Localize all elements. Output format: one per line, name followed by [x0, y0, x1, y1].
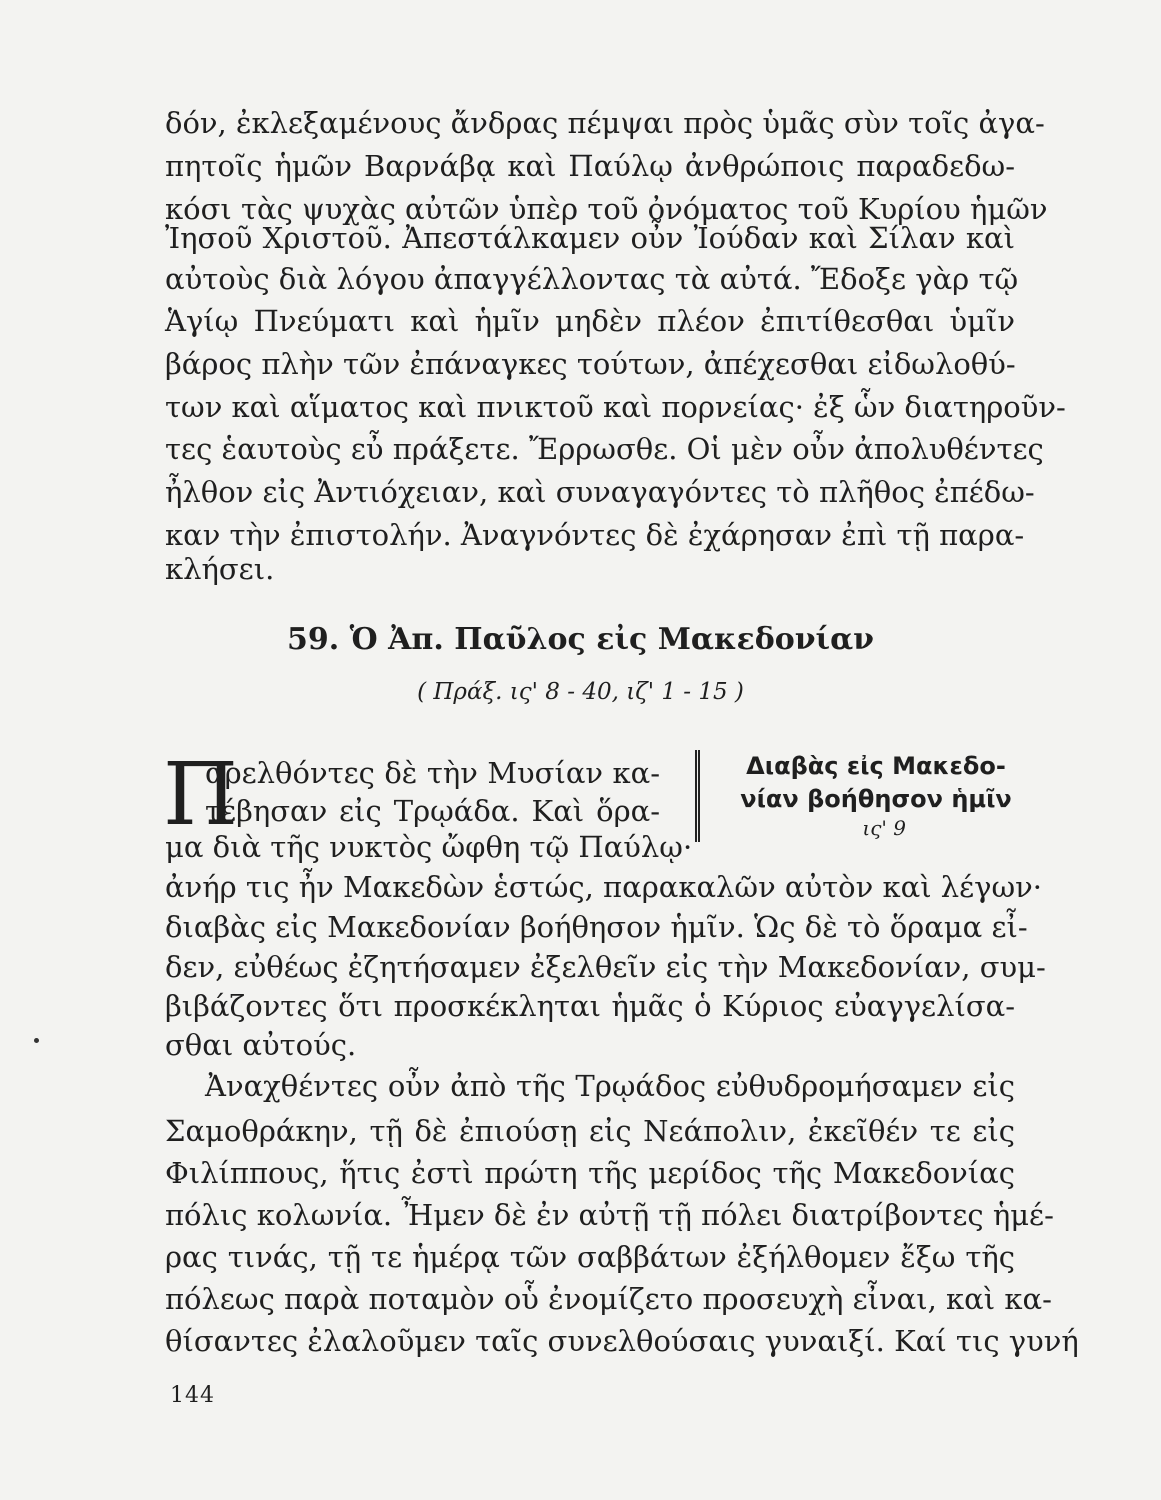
text-line: σθαι αὐτούς. [165, 1028, 357, 1062]
text-line: δόν, ἐκλεξαμένους ἄνδρας πέμψαι πρὸς ὑμᾶς σὺν τοῖς ἀγα- [165, 106, 1045, 140]
text-line: κόσι τὰς ψυχὰς αὐτῶν ὑπὲρ τοῦ ὀνόματος τοῦ Κυρίου ἡμῶν [165, 192, 1048, 226]
text-line: πόλις κολωνία. Ἦμεν δὲ ἐν αὐτῇ τῇ πόλει διατρίβοντες ἡμέ- [165, 1198, 1054, 1232]
text-line: Ἁγίῳ Πνεύματι καὶ ἡμῖν μηδὲν πλέον ἐπιτίθεσθαι ὑμῖν [165, 304, 1015, 338]
section-reference: ( Πράξ. ις' 8 - 40, ιζ' 1 - 15 ) [417, 679, 744, 705]
text-line: Ἰησοῦ Χριστοῦ. Ἀπεστάλκαμεν οὖν Ἰούδαν καὶ Σίλαν καὶ [165, 221, 1015, 255]
text-line: βάρος πλὴν τῶν ἐπάναγκες τούτων, ἀπέχεσθαι εἰδωλοθύ- [165, 347, 1016, 381]
text-line: κλήσει. [165, 552, 275, 586]
text-line: αὐτοὺς διὰ λόγου ἀπαγγέλλοντας τὰ αὐτά. Ἔδοξε γὰρ τῷ [165, 262, 1019, 296]
text-line: ἦλθον εἰς Ἀντιόχειαν, καὶ συναγαγόντες τὸ πλῆθος ἐπέδω- [165, 475, 1035, 509]
text-line: πητοῖς ἡμῶν Βαρνάβᾳ καὶ Παύλῳ ἀνθρώποις παραδεδω- [165, 149, 1015, 183]
text-line: Ἀναχθέντες οὖν ἀπὸ τῆς Τρῳάδος εὐθυδρομήσαμεν εἰς [205, 1069, 1015, 1103]
text-line: τες ἑαυτοὺς εὖ πράξετε. Ἔρρωσθε. Οἱ μὲν οὖν ἀπολυθέντες [165, 432, 1044, 466]
margin-note [695, 750, 1036, 842]
text-line: διαβὰς εἰς Μακεδονίαν βοήθησον ἡμῖν. Ὡς δὲ τὸ ὅραμα εἶ- [165, 910, 1028, 944]
margin-note-line: νίαν βοήθησον ἡμῖν [740, 785, 1012, 813]
text-line: Σαμοθράκην, τῇ δὲ ἐπιούσῃ εἰς Νεάπολιν, ἐκεῖθέν τε εἰς [165, 1114, 1015, 1148]
text-line: ἀνήρ τις ἦν Μακεδὼν ἑστώς, παρακαλῶν αὐτὸν καὶ λέγων· [165, 870, 1043, 904]
page-number: 144 [170, 1383, 215, 1408]
section-title: 59. Ὁ Ἀπ. Παῦλος εἰς Μακεδονίαν [287, 622, 874, 657]
text-line: Φιλίππους, ἥτις ἐστὶ πρώτη τῆς μερίδος τῆς Μακεδονίας [165, 1156, 1015, 1190]
margin-note-reference: ις' 9 [862, 816, 906, 840]
text-line: τέβησαν εἰς Τρῳάδα. Καὶ ὅρα- [205, 794, 660, 828]
text-line: αρελθόντες δὲ τὴν Μυσίαν κα- [205, 756, 660, 790]
text-line: καν τὴν ἐπιστολήν. Ἀναγνόντες δὲ ἐχάρησαν ἐπὶ τῇ παρα- [165, 518, 1025, 552]
text-line: θίσαντες ἐλαλοῦμεν ταῖς συνελθούσαις γυναιξί. Καί τις γυνή [165, 1324, 1079, 1358]
drop-cap: Π [163, 745, 238, 845]
text-line: μα διὰ τῆς νυκτὸς ὤφθη τῷ Παύλῳ· [165, 830, 693, 864]
text-line: βιβάζοντες ὅτι προσκέκληται ἡμᾶς ὁ Κύριος εὐαγγελίσα- [165, 989, 1015, 1023]
text-line: ρας τινάς, τῇ τε ἡμέρᾳ τῶν σαββάτων ἐξήλθομεν ἔξω τῆς [165, 1240, 1015, 1274]
margin-note-line: Διαβὰς εἰς Μακεδο- [746, 752, 1006, 780]
ink-speck [34, 1038, 39, 1043]
text-line: πόλεως παρὰ ποταμὸν οὗ ἐνομίζετο προσευχὴ εἶναι, καὶ κα- [165, 1282, 1052, 1316]
text-line: δεν, εὐθέως ἐζητήσαμεν ἐξελθεῖν εἰς τὴν Μακεδονίαν, συμ- [165, 950, 1046, 984]
text-line: των καὶ αἵματος καὶ πνικτοῦ καὶ πορνείας· ἐξ ὧν διατηροῦν- [165, 390, 1066, 424]
